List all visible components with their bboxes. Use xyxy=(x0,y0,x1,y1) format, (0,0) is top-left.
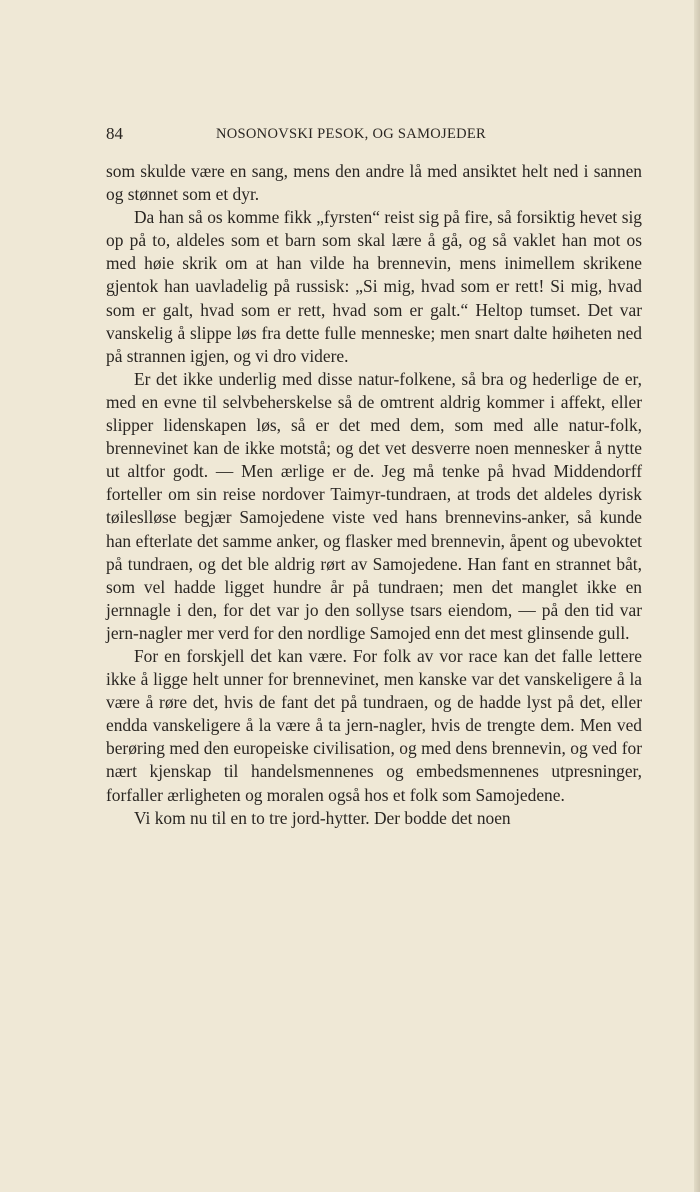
body-text xyxy=(106,160,642,830)
paragraph-3: Er det ikke underlig med disse natur-folkene, så bra og hederlige de er, med en evne til selvbeherskelse så de omtrent aldrig kommer i affekt, eller slipper lidenskapen løs, så er det med dem, som med alle natur-folk, brennevinet kan de ikke motstå; og det vet desverre noen mennesker å nytte ut altfor godt. — Men ærlige er de. Jeg må tenke på hvad Middendorff forteller om sin reise nordover Taimyr-tundraen, at trods det aldeles dyrisk tøileslløse begjær Samojedene viste ved hans brennevins-anker, så kunde han efterlate det samme anker, og flasker med brennevin, åpent og ubevoktet på tundraen, og det ble aldrig rørt av Samojedene. Han fant en strannet båt, som vel hadde ligget hundre år på tundraen; men det manglet ikke en jernnagle i den, for det var jo den sollyse tsars eiendom, — på den tid var jern-nagler mer verd for den nordlige Samojed enn det mest glinsende gull. xyxy=(106,368,642,643)
page-edge xyxy=(694,0,700,1192)
paragraph-4: For en forskjell det kan være. For folk av vor race kan det falle lettere ikke å ligge helt unner for brennevinet, men kanske var det vanskeligere å la være å røre det, hvis de fant det på tundraen, og de hadde lyst på det, eller endda vanskeligere å la være å ta jern-nagler, hvis de trengte dem. Men ved berøring med den europeiske civilisation, og med dens brennevin, og ved for nært kjenskap til handelsmennenes og embedsmennenes utpresninger, forfaller ærligheten og moralen også hos et folk som Samojedene. xyxy=(106,645,642,805)
page-number: 84 xyxy=(106,124,123,143)
running-title: NOSONOVSKI PESOK, OG SAMOJEDER xyxy=(216,126,487,142)
page-header xyxy=(106,122,642,146)
paragraph-2: Da han så os komme fikk „fyrsten“ reist sig på fire, så forsiktig hevet sig op på to, aldeles som et barn som skal lære å gå, og så vaklet han mot os med høie skrik om at han vilde ha brennevin, mens inimellem skrikene gjentok han uavladelig på russisk: „Si mig, hvad som er rett! Si mig, hvad som er galt, hvad som er rett, hvad som er galt.“ Heltop tumset. Det var vanskelig å slippe løs fra dette fulle menneske; men snart dalte høiheten ned på strannen igjen, og vi dro videre. xyxy=(106,207,642,366)
paragraph-1: som skulde være en sang, mens den andre lå med ansiktet helt ned i sannen og stønnet som et dyr. xyxy=(106,161,642,205)
paragraph-5: Vi kom nu til en to tre jord-hytter. Der bodde det noen xyxy=(134,807,511,828)
